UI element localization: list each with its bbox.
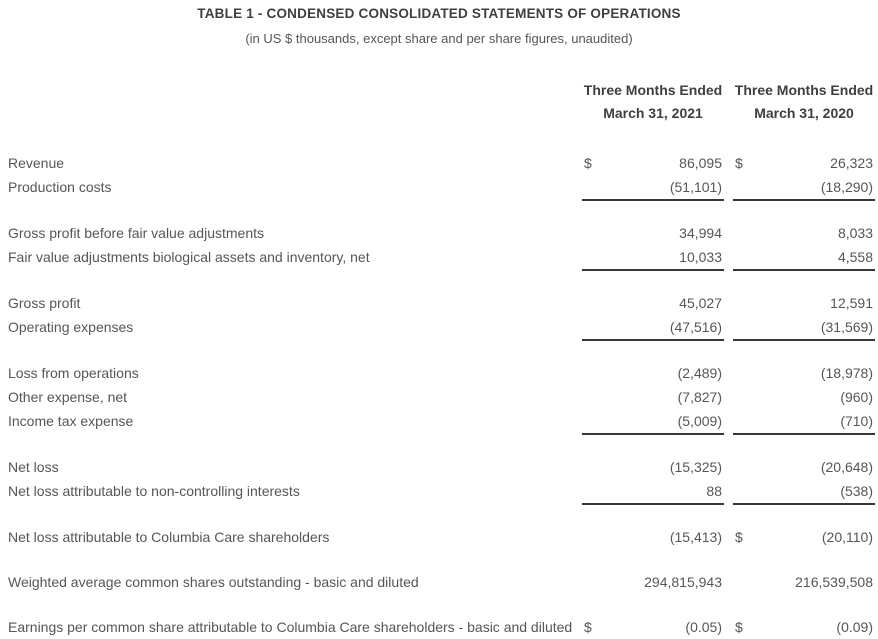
column-gap bbox=[724, 570, 733, 594]
amount-value-2021: 34,994 bbox=[679, 225, 722, 241]
amount-cell-2020 bbox=[733, 385, 875, 409]
amount-value-2020: (20,110) bbox=[821, 529, 873, 545]
table-row bbox=[0, 151, 878, 175]
column-gap bbox=[724, 615, 733, 639]
column-header-2021 bbox=[582, 79, 724, 125]
amount-cell-2021 bbox=[582, 455, 724, 479]
amount-value-2021: 45,027 bbox=[679, 295, 722, 311]
table-row bbox=[0, 315, 878, 341]
amount-cell-2020 bbox=[733, 570, 875, 594]
amount-value-2021: (2,489) bbox=[677, 365, 722, 381]
row-label: Net loss attributable to non-controlling interests bbox=[8, 483, 300, 499]
column-header-2020-line2: March 31, 2020 bbox=[754, 105, 854, 121]
row-label: Weighted average common shares outstanding - basic and diluted bbox=[8, 574, 419, 590]
table-row bbox=[0, 409, 878, 435]
amount-value-2021: (15,413) bbox=[669, 529, 722, 545]
amount-cell-2020 bbox=[733, 221, 875, 245]
row-label: Gross profit bbox=[8, 295, 81, 311]
dollar-sign-2020: $ bbox=[735, 619, 743, 635]
column-gap bbox=[724, 175, 733, 199]
amount-value-2020: (18,978) bbox=[820, 365, 873, 381]
amount-cell-2020 bbox=[733, 291, 875, 315]
column-gap bbox=[724, 221, 733, 245]
amount-cell-2021 bbox=[582, 409, 724, 435]
column-header-2021-line1: Three Months Ended bbox=[583, 82, 723, 98]
table-row bbox=[0, 615, 878, 639]
amount-cell-2021 bbox=[582, 615, 724, 639]
row-label: Operating expenses bbox=[8, 319, 134, 335]
row-label: Revenue bbox=[8, 155, 65, 171]
amount-value-2021: (51,101) bbox=[669, 179, 722, 195]
column-gap bbox=[724, 479, 733, 503]
amount-cell-2021 bbox=[582, 479, 724, 505]
amount-cell-2020 bbox=[733, 245, 875, 271]
amount-value-2021: (5,009) bbox=[677, 413, 722, 429]
amount-value-2021: 294,815,943 bbox=[644, 574, 722, 590]
amount-value-2020: (0.09) bbox=[836, 619, 873, 635]
amount-value-2021: (15,325) bbox=[669, 459, 722, 475]
amount-cell-2021 bbox=[582, 151, 724, 175]
amount-cell-2020 bbox=[733, 409, 875, 435]
row-label: Fair value adjustments biological assets and inventory, net bbox=[8, 249, 370, 265]
amount-value-2021: 86,095 bbox=[679, 155, 722, 171]
table-row bbox=[0, 221, 878, 245]
amount-cell-2021 bbox=[582, 221, 724, 245]
column-header-2021-line2: March 31, 2021 bbox=[603, 105, 703, 121]
amount-value-2020: 4,558 bbox=[837, 249, 873, 265]
amount-cell-2020 bbox=[733, 479, 875, 505]
dollar-sign-2021: $ bbox=[584, 619, 592, 635]
amount-value-2021: (47,516) bbox=[669, 319, 722, 335]
amount-value-2020: (20,648) bbox=[820, 459, 873, 475]
amount-value-2020: (960) bbox=[840, 389, 873, 405]
amount-cell-2021 bbox=[582, 361, 724, 385]
amount-cell-2021 bbox=[582, 315, 724, 341]
amount-value-2021: (0.05) bbox=[685, 619, 722, 635]
table-row bbox=[0, 361, 878, 385]
amount-cell-2021 bbox=[582, 175, 724, 201]
table-row bbox=[0, 525, 878, 549]
table-row bbox=[0, 570, 878, 594]
amount-cell-2020 bbox=[733, 151, 875, 175]
amount-cell-2020 bbox=[733, 315, 875, 341]
column-gap bbox=[724, 409, 733, 433]
column-header-2020-line1: Three Months Ended bbox=[734, 82, 874, 98]
row-label: Income tax expense bbox=[8, 413, 134, 429]
table-row bbox=[0, 291, 878, 315]
amount-cell-2020 bbox=[733, 361, 875, 385]
dollar-sign-2021: $ bbox=[584, 155, 592, 171]
column-gap bbox=[724, 245, 733, 269]
table-body bbox=[0, 151, 878, 639]
column-gap bbox=[724, 361, 733, 385]
table-row bbox=[0, 175, 878, 201]
amount-cell-2021 bbox=[582, 385, 724, 409]
amount-value-2020: (538) bbox=[840, 483, 873, 499]
amount-cell-2021 bbox=[582, 291, 724, 315]
amount-cell-2020 bbox=[733, 455, 875, 479]
amount-value-2021: 88 bbox=[706, 483, 722, 499]
amount-value-2020: (18,290) bbox=[820, 179, 873, 195]
row-label: Net loss attributable to Columbia Care shareholders bbox=[8, 529, 330, 545]
amount-cell-2020 bbox=[733, 175, 875, 201]
column-gap bbox=[724, 525, 733, 549]
amount-value-2020: 26,323 bbox=[830, 155, 873, 171]
column-gap bbox=[724, 385, 733, 409]
amount-value-2020: 12,591 bbox=[830, 295, 873, 311]
table-row bbox=[0, 385, 878, 409]
amount-value-2020: (710) bbox=[840, 413, 873, 429]
row-label: Net loss bbox=[8, 459, 59, 475]
table-title: TABLE 1 - CONDENSED CONSOLIDATED STATEMENTS OF OPERATIONS bbox=[197, 6, 681, 21]
amount-cell-2020 bbox=[733, 525, 875, 549]
table-row bbox=[0, 245, 878, 271]
column-header-2020 bbox=[733, 79, 875, 125]
amount-cell-2021 bbox=[582, 245, 724, 271]
dollar-sign-2020: $ bbox=[735, 529, 743, 545]
amount-value-2020: 216,539,508 bbox=[795, 574, 873, 590]
amount-cell-2020 bbox=[733, 615, 875, 639]
row-label: Production costs bbox=[8, 179, 112, 195]
dollar-sign-2020: $ bbox=[735, 155, 743, 171]
row-label: Loss from operations bbox=[8, 365, 139, 381]
amount-cell-2021 bbox=[582, 525, 724, 549]
table-row bbox=[0, 479, 878, 505]
table-row bbox=[0, 455, 878, 479]
amount-value-2021: (7,827) bbox=[677, 389, 722, 405]
row-label: Gross profit before fair value adjustments bbox=[8, 225, 265, 241]
column-gap bbox=[724, 455, 733, 479]
row-label: Other expense, net bbox=[8, 389, 128, 405]
row-label: Earnings per common share attributable to Columbia Care shareholders - basic and diluted bbox=[8, 619, 573, 635]
amount-cell-2021 bbox=[582, 570, 724, 594]
column-gap bbox=[724, 291, 733, 315]
amount-value-2020: 8,033 bbox=[837, 225, 873, 241]
amount-value-2020: (31,569) bbox=[820, 319, 873, 335]
column-gap bbox=[724, 315, 733, 339]
column-gap bbox=[724, 151, 733, 175]
amount-value-2021: 10,033 bbox=[679, 249, 722, 265]
table-subtitle: (in US $ thousands, except share and per share figures, unaudited) bbox=[245, 31, 633, 46]
